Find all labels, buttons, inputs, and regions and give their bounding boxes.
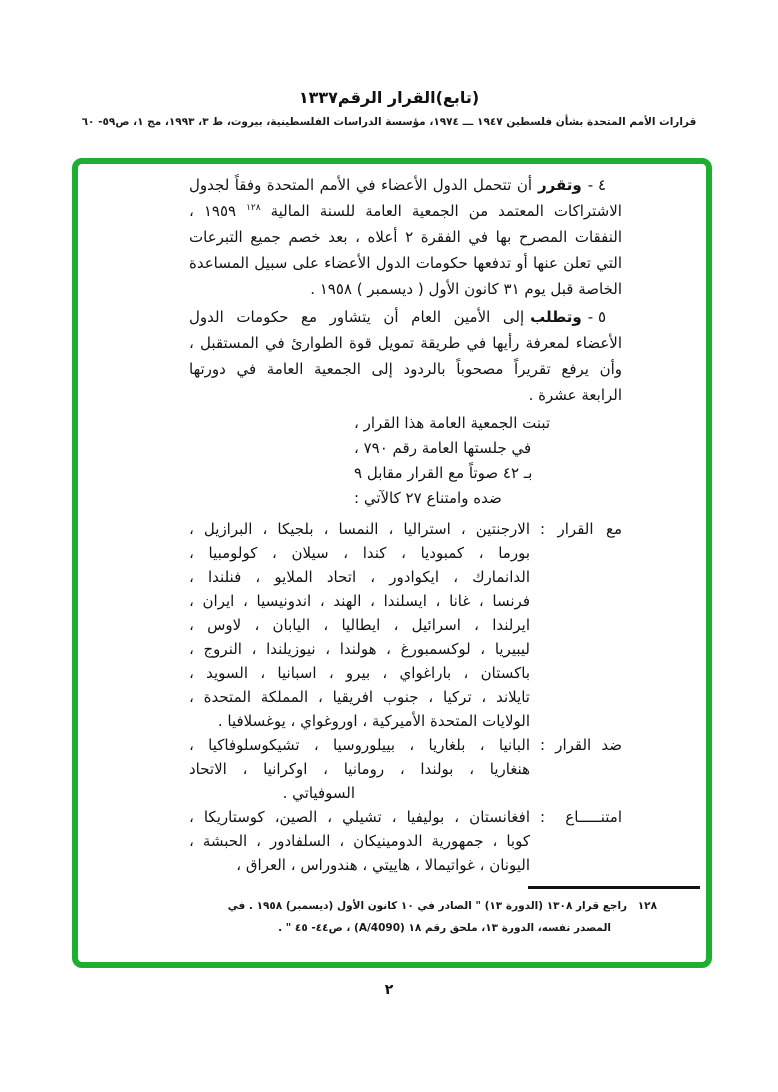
paragraph-5-first-line xyxy=(189,304,622,330)
paragraph-4-line-2 xyxy=(189,198,622,224)
paragraph-4-first-line-text: أن تتحمل الدول الأعضاء في الأمم المتحدة وفقاً لجدول xyxy=(189,176,533,194)
text-line: الأعضاء لمعرفة رأيها في طريقة تمويل قوة الطوارئ في المستقبل ، xyxy=(189,334,622,352)
text-line: الولايات المتحدة الأميركية ، اوروغواي ، يوغسلافيا . xyxy=(217,712,530,730)
paragraph-4-first-line xyxy=(189,172,622,198)
text-line: تايلاند ، تركيا ، جنوب افريقيا ، المملكة المتحدة ، xyxy=(189,688,530,706)
paragraph-4-line-2-year: ١٩٥٩ ، xyxy=(189,202,237,220)
paragraph-5 xyxy=(189,304,622,408)
footnote-line-1 xyxy=(197,895,657,917)
text-line: وأن يرفع تقريراً مصحوباً بالردود إلى الجمعية العامة في دورتها xyxy=(189,360,622,378)
vote-with-countries-start: الارجنتين ، استراليا ، النمسا ، بلجيكا ، البرازيل ، xyxy=(189,520,530,538)
footnote-reference-128: ١٢٨ xyxy=(246,203,261,213)
text-line: الرابعة عشرة . xyxy=(528,386,622,404)
vote-against-countries xyxy=(189,757,622,805)
text-line: باكستان ، باراغواي ، بيرو ، اسبانيا ، السويد ، xyxy=(189,664,530,682)
vote-abstain xyxy=(189,805,622,877)
highlight-frame xyxy=(72,158,712,968)
vote-against-countries-start: البانيا ، بلغاريا ، بييلوروسيا ، تشيكوسلوفاكيا ، xyxy=(189,736,530,754)
paragraph-4-lead-word: وتقرر xyxy=(538,176,582,194)
adoption-note xyxy=(189,411,622,511)
text-line: كوبا ، جمهورية الدومينيكان ، السلفادور ، الحبشة ، xyxy=(189,832,530,850)
document-header xyxy=(0,88,778,128)
vote-against-first-line xyxy=(189,733,622,757)
vote-abstain-label: امتنـــــاع : xyxy=(540,808,622,826)
text-line: ايرلندا ، اسرائيل ، ايطاليا ، اليابان ، لاوس ، xyxy=(189,616,530,634)
resolution-body-text xyxy=(189,172,622,877)
text-line: ضده وامتناع ٢٧ كالآتي : xyxy=(354,489,502,507)
vote-with-countries xyxy=(189,541,622,733)
text-line: بورما ، كمبوديا ، كندا ، سيلان ، كولومبيا ، xyxy=(189,544,530,562)
vote-with-label: مع القرار : xyxy=(540,520,622,538)
text-line: اليونان ، غواتيمالا ، هاييتي ، هندوراس ، العراق ، xyxy=(236,856,530,874)
vote-abstain-countries xyxy=(189,829,622,877)
text-line: ليبيريا ، لوكسمبورغ ، هولندا ، نيوزيلندا ، النروج ، xyxy=(189,640,530,658)
text-line: الدانمارك ، ايكوادور ، اتحاد الملايو ، فنلندا ، xyxy=(189,568,530,586)
text-line: فرنسا ، غانا ، ايسلندا ، الهند ، اندونيسيا ، ايران ، xyxy=(189,592,530,610)
text-line: هنغاريا ، بولندا ، رومانيا ، اوكرانيا ، الاتحاد xyxy=(189,760,530,778)
vote-against-label: ضد القرار : xyxy=(540,736,622,754)
paragraph-4-line-4: التي تعلن عنها أو تدفعها حكومات الدول الأعضاء على سبيل المساعدة xyxy=(189,254,622,272)
vote-abstain-first-line xyxy=(189,805,622,829)
vote-against xyxy=(189,733,622,805)
footnote-line-1-text: راجع قرار ١٣٠٨ (الدورة ١٣) " الصادر في ١٠ كانون الأول (ديسمبر) ١٩٥٨ . في xyxy=(227,900,628,912)
vote-with-first-line xyxy=(189,517,622,541)
vote-with xyxy=(189,517,622,733)
vote-abstain-countries-start: افغانستان ، بوليفيا ، تشيلي ، الصين، كوستاريكا ، xyxy=(189,808,530,826)
paragraph-4-line-3: النفقات المصرح بها في الفقرة ٢ أعلاه ، بعد خصم جميع التبرعات xyxy=(189,228,622,246)
footnote-line-2: المصدر نفسه، الدورة ١٣، ملحق رقم ١٨ (A/4090) ، ص٤٤- ٤٥ " . xyxy=(278,922,611,934)
footnote-marker: ١٢٨ xyxy=(637,900,657,912)
paragraph-4 xyxy=(189,172,622,302)
page-number: ٢ xyxy=(384,982,394,998)
paragraph-5-lead-word: وتطلب xyxy=(530,308,582,326)
source-citation-line: قرارات الأمم المتحدة بشأن فلسطين ١٩٤٧ ـــ ١٩٧٤، مؤسسة الدراسات الفلسطينية، بيروت، ط ٣، ١٩٩٣، مج ١، ص٥٩- ٦٠ xyxy=(81,116,697,128)
text-line: في جلستها العامة رقم ٧٩٠ ، xyxy=(354,439,532,457)
paragraph-4-line-2-text: الاشتراكات المعتمد من الجمعية العامة للسنة المالية xyxy=(270,202,622,220)
paragraph-5-continuation xyxy=(189,330,622,408)
resolution-title: (تابع)القرار الرقم١٣٣٧ xyxy=(298,88,480,107)
footnote-128 xyxy=(197,895,657,939)
paragraph-5-first-line-text: إلى الأمين العام أن يتشاور مع حكومات الدول xyxy=(189,308,525,326)
footnote-separator-rule xyxy=(528,886,700,889)
paragraph-5-number: ٥ - xyxy=(587,308,606,326)
paragraph-4-number: ٤ - xyxy=(587,176,606,194)
text-line: تبنت الجمعية العامة هذا القرار ، xyxy=(354,414,551,432)
text-line: السوفياتي . xyxy=(282,784,355,802)
text-line: بـ ٤٢ صوتاً مع القرار مقابل ٩ xyxy=(354,464,533,482)
paragraph-4-line-5: الخاصة قبل يوم ٣١ كانون الأول ( ديسمبر ) ١٩٥٨ . xyxy=(310,280,622,298)
